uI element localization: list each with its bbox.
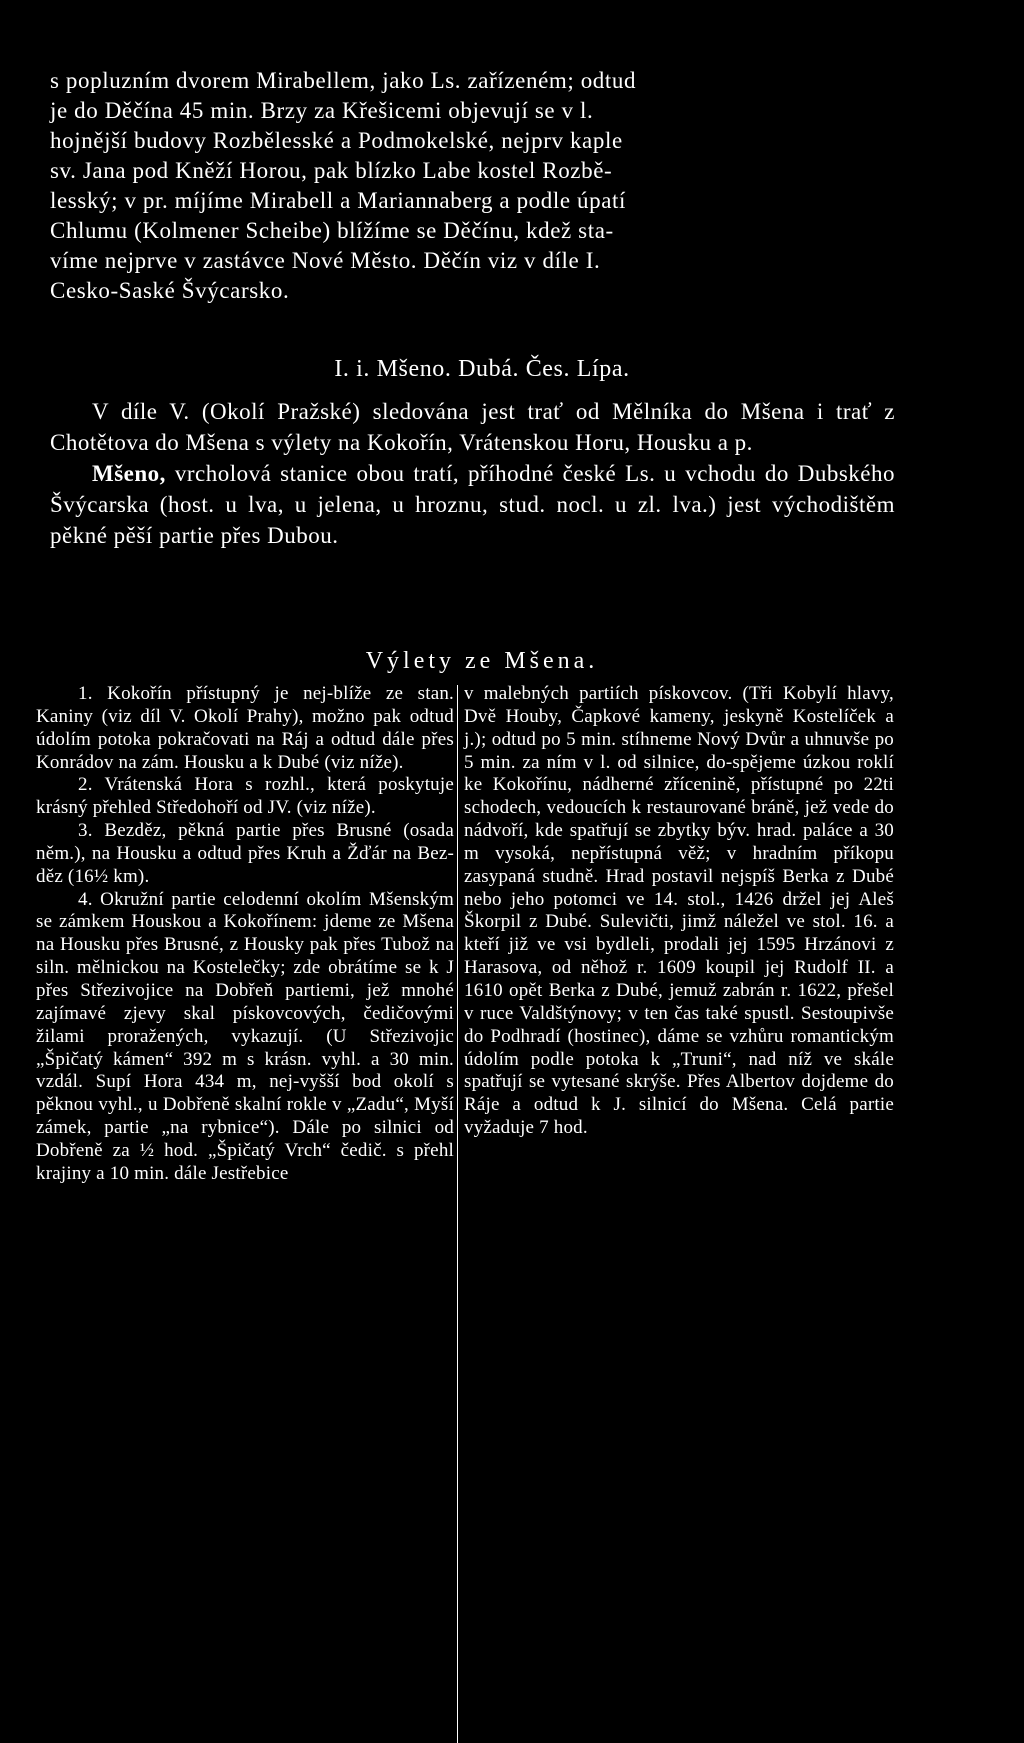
section-paragraph: V díle V. (Okolí Pražské) sledována jest trať od Mělníka do Mšena i trať z Chotětova do Mšena s výlety na Kokořín, Vrátenskou Horu, Housku a p. [50, 399, 895, 455]
intro-paragraph [50, 66, 895, 306]
right-column [464, 683, 894, 1140]
intro-line: víme nejprve v zastávce Nové Město. Děčín viz v díle I. [50, 248, 601, 273]
trip-item: 3. Bezděz, pěkná partie přes Brusné (osada něm.), na Housku a odtud přes Kruh a Žďár na Bez-děz (16½ km). [36, 820, 454, 887]
trips-heading: Výlety ze Mšena. [365, 648, 599, 674]
intro-line: sv. Jana pod Kněží Horou, pak blízko Labe kostel Rozbě- [50, 158, 613, 183]
intro-line: s popluzním dvorem Mirabellem, jako Ls. zařízeném; odtud [50, 68, 637, 93]
intro-line: je do Děčína 45 min. Brzy za Křešicemi objevují se v l. [50, 98, 594, 123]
section-paragraph-text: vrcholová stanice obou tratí, příhodné české Ls. u vchodu do Dubského Švýcarska (host. u lva, u jelena, u hroznu, stud. nocl. u zl. lva.) jest východištěm pěkné pěší partie přes Dubou. [50, 461, 895, 548]
section-body [50, 396, 895, 551]
section-paragraph-2 [50, 458, 895, 551]
trip-continuation: v malebných partiích pískovcov. (Tři Kobylí hlavy, Dvě Houby, Čapkové kameny, jeskyně Kostelíček a j.); odtud po 5 min. stíhneme Nový Dvůr a uhnuvše po 5 min. za ním v l. od silnice, do-spějeme úzkou roklí ke Kokořínu, nádherné zřícenině, přístupné po 22ti schodech, vedoucích k restaurované bráně, jež vede do nádvoří, kde spatřují se zbytky býv. hrad. paláce a 30 m vysoká, nepřístupná věž; v hradním příkopu zasypaná studně. Hrad postavil nejspíš Berka z Dubé nebo jeho potomci ve 14. stol., 1426 držel jej Aleš Škorpil z Dubé. Sulevičti, jimž náležel ve stol. 16. a kteří již ve vsi bydleli, prodali jej 1595 Hrzánovi z Harasova, od něhož r. 1609 koupil jej Rudolf II. a 1610 opět Berka z Dubé, jemuž zabrán r. 1622, přešel v ruce Valdštýnovy; v ten čas také spustl. Sestoupivše do Podhradí (hostinec), dáme se vzhůru romantickým údolím podle potoka k „Truni“, nad níž ve skále spatřují se vytesané skrýše. Přes Albertov dojdeme do Ráje a odtud k J. silnicí do Mšena. Celá partie vyžaduje 7 hod. [464, 683, 894, 1139]
trip-item: 4. Okružní partie celodenní okolím Mšenským se zámkem Houskou a Kokořínem: jdeme ze Mšena na Housku přes Brusné, z Housky pak přes Tubož na siln. mělnickou na Kostelečky; zde obrátíme se k J přes Střezivojice na Dobřeň partiemi, jež mnohé zajímavé zjevy skal pískovcových, čedičovými žilami proražených, vykazují. (U Střezivojic „Špičatý kámen“ 392 m s krásn. vyhl. a 30 min. vzdál. Supí Hora 434 m, nej-vyšší bod okolí s pěknou vyhl., u Dobřeně skalní rokle v „Zadu“, Myší zámek, partie „na rybnice“). Dále po silnici od Dobřeně za ½ hod. „Špičatý Vrch“ čedič. s přehl krajiny a 10 min. dále Jestřebice [36, 888, 454, 1184]
trip-item: 1. Kokořín přístupný je nej-blíže ze stan. Kaniny (viz díl V. Okolí Prahy), možno pak odtud údolím potoka pokračovati na Ráj a odtud dále přes Konrádov na zám. Housku a k Dubé (viz níže). [36, 683, 454, 773]
trip-item: 2. Vrátenská Hora s rozhl., která poskytuje krásný přehled Středohoří od JV. (viz níže). [36, 774, 454, 819]
left-column [36, 683, 454, 1186]
intro-line: Chlumu (Kolmener Scheibe) blížíme se Děčínu, kdež sta- [50, 218, 614, 243]
column-divider [457, 685, 458, 1743]
intro-line: lesský; v pr. míjíme Mirabell a Mariannaberg a podle úpatí [50, 188, 627, 213]
intro-line: hojnější budovy Rozbělesské a Podmokelské, nejprv kaple [50, 128, 623, 153]
section-heading: I. i. Mšeno. Dubá. Čes. Lípa. [334, 356, 630, 382]
place-name: Mšeno, [92, 461, 166, 486]
intro-line: Cesko-Saské Švýcarsko. [50, 278, 290, 303]
